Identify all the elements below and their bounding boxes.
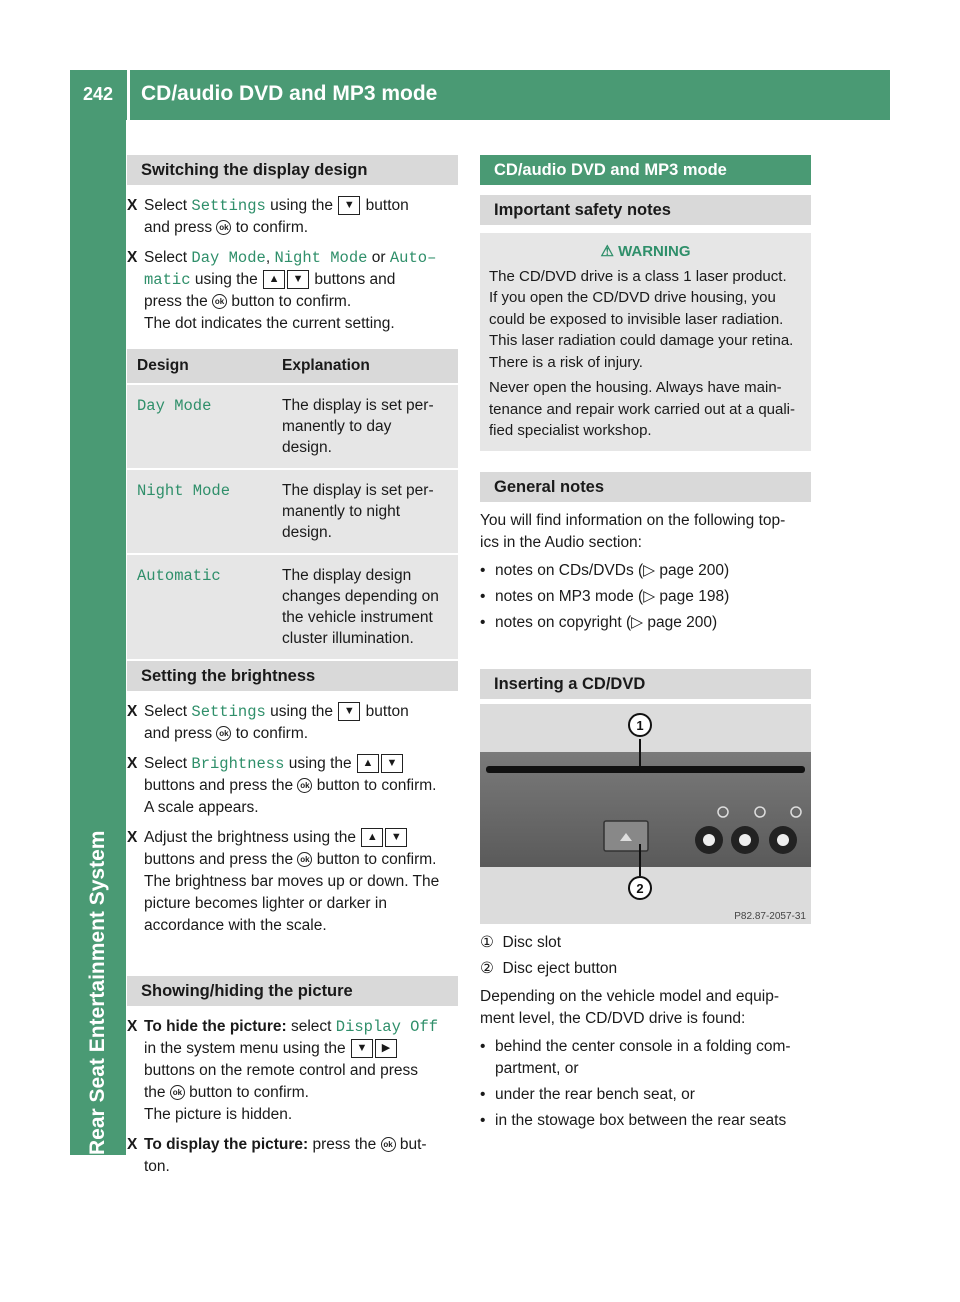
up-button-icon: ▲ — [357, 754, 379, 773]
instruction-step: X Select Settings using the ▼ button and press ok to confirm. — [127, 197, 409, 236]
callout-1: 1 — [636, 718, 644, 733]
figure-code: P82.87-2057-31 — [734, 911, 806, 922]
left-column-3 — [127, 976, 458, 1186]
instruction-step: X To display the picture: press the ok but- ton. — [127, 1136, 427, 1175]
instruction-step: X Adjust the brightness using the ▲ ▼ buttons and press the ok button to confirm. The brightness bar moves up or down. The picture becomes lighter or darker in accordance with the scale. — [127, 829, 440, 934]
cd-drive-figure — [480, 704, 811, 924]
section-heading: General notes — [480, 472, 811, 502]
step-marker-icon: X — [127, 249, 138, 266]
callout-2: 2 — [636, 881, 644, 896]
list-item: • in the stowage box between the rear seats — [480, 1110, 811, 1132]
up-button-icon: ▲ — [361, 828, 383, 847]
section-heading: Inserting a CD/DVD — [480, 669, 811, 699]
step-marker-icon: X — [127, 197, 138, 214]
section-heading: Important safety notes — [480, 195, 811, 225]
legend-item: ① Disc slot — [480, 934, 562, 951]
step-marker-icon: X — [127, 829, 138, 846]
list-item: • notes on copyright (▷ page 200) — [480, 612, 811, 634]
down-button-icon: ▼ — [338, 702, 360, 721]
table-header: Explanation — [272, 349, 458, 384]
side-tab — [70, 120, 126, 1155]
list-item: • under the rear bench seat, or — [480, 1084, 811, 1106]
down-button-icon: ▼ — [338, 196, 360, 215]
list-item: • notes on MP3 mode (▷ page 198) — [480, 586, 811, 608]
inserting-heading-wrap — [480, 669, 811, 699]
step-marker-icon: X — [127, 755, 138, 772]
table-header: Design — [127, 349, 272, 384]
ok-button-icon: ok — [170, 1085, 185, 1100]
ok-button-icon: ok — [216, 726, 231, 741]
warning-box: ⚠ WARNING The CD/DVD drive is a class 1 laser product. If you open the CD/DVD drive housing, you could be exposed to invisible laser radiation. This laser radiation could damage your retina. There is a risk of injury. Never open the housing. Always have main- tenance and repair work carried out at a quali- fied specialist workshop. — [480, 233, 811, 451]
table-row: Day Mode The display is set per- manently to day design. — [127, 384, 458, 469]
general-notes: General notes You will find information on the following top- ics in the Audio section: • notes on CDs/DVDs (▷ page 200) • notes on MP3 mode (▷ page 198) • notes on copyright (▷ page 200) — [480, 472, 811, 638]
ok-button-icon: ok — [212, 294, 227, 309]
step-marker-icon: X — [127, 1018, 138, 1035]
page-title: CD/audio DVD and MP3 mode — [141, 82, 438, 105]
ok-button-icon: ok — [297, 778, 312, 793]
down-button-icon: ▼ — [351, 1039, 373, 1058]
warning-heading: ⚠ WARNING — [600, 243, 691, 260]
up-button-icon: ▲ — [263, 270, 285, 289]
right-button-icon: ▶ — [375, 1039, 397, 1058]
instruction-step: X Select Brightness using the ▲ ▼ buttons and press the ok button to confirm. A scale appears. — [127, 755, 437, 816]
instruction-step: X Select Settings using the ▼ button and press ok to confirm. — [127, 703, 409, 742]
display-design-table — [127, 349, 458, 661]
side-tab-title: Rear Seat Entertainment System — [86, 830, 109, 1155]
step-marker-icon: X — [127, 1136, 138, 1153]
down-button-icon: ▼ — [287, 270, 309, 289]
section-heading: Showing/hiding the picture — [127, 976, 458, 1006]
inserting-text: ① Disc slot ② Disc eject button Depending on the vehicle model and equip- ment level, the CD/DVD drive is found: • behind the center console in a folding com- partment, or • under the rear bench seat, or • in the stowage box between the rear seats — [480, 932, 811, 1136]
instruction-step: X To hide the picture: select Display Off in the system menu using the ▼ ▶ buttons on the remote control and press the ok button to confirm. The picture is hidden. — [127, 1018, 439, 1123]
header-divider — [127, 70, 130, 120]
ok-button-icon: ok — [216, 220, 231, 235]
left-column-2 — [127, 661, 458, 945]
ok-button-icon: ok — [297, 852, 312, 867]
legend-item: ② Disc eject button — [480, 960, 618, 977]
section-heading: Switching the display design — [127, 155, 458, 185]
chapter-heading: CD/audio DVD and MP3 mode — [480, 155, 811, 185]
table-row: Night Mode The display is set per- manently to night design. — [127, 469, 458, 554]
list-item: • behind the center console in a folding com- partment, or — [480, 1036, 811, 1080]
warning-icon: ⚠ — [600, 243, 619, 260]
list-item: • notes on CDs/DVDs (▷ page 200) — [480, 560, 811, 582]
step-marker-icon: X — [127, 703, 138, 720]
section-heading: Setting the brightness — [127, 661, 458, 691]
ok-button-icon: ok — [381, 1137, 396, 1152]
left-column — [127, 155, 458, 661]
down-button-icon: ▼ — [385, 828, 407, 847]
right-column — [480, 155, 811, 451]
page-number: 242 — [82, 84, 114, 104]
table-row: Automatic The display design changes depending on the vehicle instrument cluster illumination. — [127, 554, 458, 660]
down-button-icon: ▼ — [381, 754, 403, 773]
instruction-step: X Select Day Mode, Night Mode or Auto– matic using the ▲ ▼ buttons and press the ok button to confirm. The dot indicates the current setting. — [127, 249, 437, 332]
